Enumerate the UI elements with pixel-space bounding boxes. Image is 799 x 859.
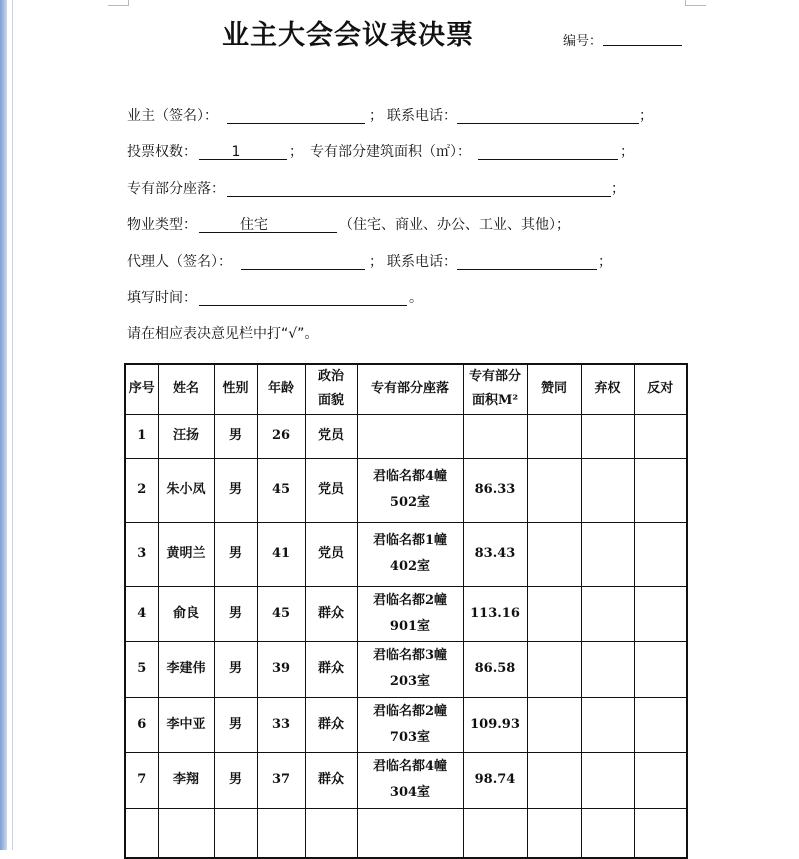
cell-location-line2: 901室 [389, 618, 431, 634]
cell-political: 群众 [305, 641, 357, 697]
cell-location-line2: 304室 [389, 785, 431, 800]
table-row [125, 458, 687, 522]
cell-seq: 1 [125, 414, 158, 458]
header-political-line1: 政治 [317, 369, 344, 385]
header-seq: 序号 [125, 364, 158, 414]
property-type-label: 物业类型： [127, 217, 197, 233]
page-corner-mark-left [108, 0, 129, 6]
cell-abstain[interactable] [581, 808, 634, 858]
table-row [125, 697, 687, 752]
cell-age [257, 808, 305, 858]
area-end: ； [620, 144, 634, 160]
cell-gender [214, 808, 257, 858]
cell-location [357, 641, 463, 697]
cell-location-line1: 君临名都3幢 [372, 648, 448, 663]
cell-gender: 男 [214, 752, 257, 808]
agent-phone-end: ； [598, 254, 612, 270]
cell-name [158, 808, 214, 858]
cell-location [357, 586, 463, 641]
cell-gender: 男 [214, 697, 257, 752]
cell-seq: 3 [125, 522, 158, 586]
cell-area: 86.33 [463, 458, 527, 522]
cell-seq [125, 808, 158, 858]
header-area-line2: 面积M² [471, 393, 519, 409]
header-agree: 赞同 [527, 364, 581, 414]
cell-seq: 6 [125, 697, 158, 752]
cell-location-line2: 502室 [389, 495, 431, 510]
cell-name: 朱小凤 [158, 458, 214, 522]
agent-end: ； [369, 254, 383, 270]
page-left-margin-line [12, 0, 13, 850]
cell-name: 汪扬 [158, 414, 214, 458]
cell-political: 群众 [305, 752, 357, 808]
cell-abstain[interactable] [581, 458, 634, 522]
location-end: ； [611, 181, 625, 197]
cell-oppose[interactable] [634, 641, 687, 697]
votes-value: 1 [231, 144, 241, 160]
cell-agree[interactable] [527, 641, 581, 697]
page-left-margin-bar [0, 0, 7, 850]
header-oppose: 反对 [634, 364, 687, 414]
table-row [125, 414, 687, 458]
cell-area [463, 808, 527, 858]
cell-area: 109.93 [463, 697, 527, 752]
cell-oppose[interactable] [634, 808, 687, 858]
cell-location-line1: 君临名都1幢 [372, 533, 448, 548]
cell-agree[interactable] [527, 808, 581, 858]
location-field[interactable] [227, 196, 611, 197]
cell-abstain[interactable] [581, 752, 634, 808]
voting-table [124, 363, 688, 859]
cell-oppose[interactable] [634, 414, 687, 458]
cell-political: 群众 [305, 697, 357, 752]
header-age: 年龄 [257, 364, 305, 414]
cell-name: 黄明兰 [158, 522, 214, 586]
votes-end: ； [289, 144, 303, 160]
owner-end: ； [369, 108, 383, 124]
cell-location [357, 414, 463, 458]
cell-area: 83.43 [463, 522, 527, 586]
cell-gender: 男 [214, 586, 257, 641]
cell-gender: 男 [214, 641, 257, 697]
cell-name: 俞良 [158, 586, 214, 641]
cell-area [463, 414, 527, 458]
cell-age: 33 [257, 697, 305, 752]
cell-oppose[interactable] [634, 752, 687, 808]
cell-area: 98.74 [463, 752, 527, 808]
cell-agree[interactable] [527, 458, 581, 522]
table-row [125, 586, 687, 641]
cell-abstain[interactable] [581, 641, 634, 697]
cell-gender: 男 [214, 414, 257, 458]
table-row [125, 752, 687, 808]
fill-time-end: 。 [409, 290, 423, 306]
cell-agree[interactable] [527, 697, 581, 752]
cell-abstain[interactable] [581, 697, 634, 752]
area-label: 专有部分建筑面积（㎡）： [310, 144, 471, 160]
cell-location-line1: 君临名都2幢 [372, 703, 448, 719]
header-abstain: 弃权 [581, 364, 634, 414]
header-area [463, 364, 527, 414]
location-label: 专有部分座落： [127, 181, 225, 197]
cell-location-line1: 君临名都4幢 [372, 469, 448, 484]
owner-phone-label: 联系电话： [387, 108, 457, 124]
cell-name: 李建伟 [158, 641, 214, 697]
agent-signature-field[interactable] [241, 269, 365, 270]
serial-number-field[interactable] [603, 45, 682, 46]
owner-phone-end: ； [639, 108, 653, 124]
cell-age: 45 [257, 586, 305, 641]
property-type-value: 住宅 [240, 217, 268, 233]
header-location: 专有部分座落 [357, 364, 463, 414]
cell-political: 群众 [305, 586, 357, 641]
header-political [305, 364, 357, 414]
instruction-text: 请在相应表决意见栏中打“√”。 [127, 326, 319, 342]
cell-age: 26 [257, 414, 305, 458]
cell-agree[interactable] [527, 414, 581, 458]
cell-area: 113.16 [463, 586, 527, 641]
cell-abstain[interactable] [581, 522, 634, 586]
cell-oppose[interactable] [634, 522, 687, 586]
agent-label: 代理人（签名）： [127, 254, 232, 270]
cell-agree[interactable] [527, 522, 581, 586]
cell-location [357, 522, 463, 586]
owner-phone-field[interactable] [457, 123, 639, 124]
cell-abstain[interactable] [581, 586, 634, 641]
cell-location-line1: 君临名都4幢 [372, 759, 448, 774]
fill-time-field[interactable] [199, 305, 407, 306]
header-area-line1: 专有部分 [468, 369, 521, 385]
cell-agree[interactable] [527, 752, 581, 808]
property-type-options: （住宅、商业、办公、工业、其他）； [339, 217, 570, 233]
cell-age: 41 [257, 522, 305, 586]
cell-age: 45 [257, 458, 305, 522]
cell-agree[interactable] [527, 586, 581, 641]
agent-phone-label: 联系电话： [387, 254, 457, 270]
area-field[interactable] [478, 159, 618, 160]
cell-oppose[interactable] [634, 697, 687, 752]
table-row-empty [125, 808, 687, 858]
header-name: 姓名 [158, 364, 214, 414]
cell-location-line2: 703室 [389, 729, 431, 745]
cell-oppose[interactable] [634, 586, 687, 641]
cell-location-line2: 203室 [389, 674, 431, 689]
cell-political: 党员 [305, 522, 357, 586]
cell-seq: 7 [125, 752, 158, 808]
cell-name: 李翔 [158, 752, 214, 808]
agent-phone-field[interactable] [457, 269, 597, 270]
table-header-row [125, 364, 687, 414]
cell-location [357, 808, 463, 858]
cell-location [357, 697, 463, 752]
serial-number-label: 编号： [563, 34, 603, 49]
cell-abstain[interactable] [581, 414, 634, 458]
header-gender: 性别 [214, 364, 257, 414]
page-corner-mark-right [685, 0, 706, 6]
cell-location-line1: 君临名都2幢 [372, 592, 448, 608]
cell-location [357, 752, 463, 808]
cell-age: 37 [257, 752, 305, 808]
cell-gender: 男 [214, 522, 257, 586]
cell-political [305, 808, 357, 858]
cell-seq: 4 [125, 586, 158, 641]
cell-location-line2: 402室 [389, 559, 431, 574]
fill-time-label: 填写时间： [127, 290, 197, 306]
cell-seq: 2 [125, 458, 158, 522]
cell-name: 李中亚 [158, 697, 214, 752]
cell-age: 39 [257, 641, 305, 697]
document-title: 业主大会会议表决票 [222, 20, 474, 51]
table-row [125, 522, 687, 586]
cell-oppose[interactable] [634, 458, 687, 522]
cell-seq: 5 [125, 641, 158, 697]
table-row [125, 641, 687, 697]
cell-political: 党员 [305, 414, 357, 458]
owner-label: 业主（签名）： [127, 108, 218, 124]
cell-area: 86.58 [463, 641, 527, 697]
cell-gender: 男 [214, 458, 257, 522]
cell-location [357, 458, 463, 522]
votes-label: 投票权数： [127, 144, 197, 160]
header-political-line2: 面貌 [317, 393, 344, 409]
cell-political: 党员 [305, 458, 357, 522]
owner-signature-field[interactable] [227, 123, 365, 124]
